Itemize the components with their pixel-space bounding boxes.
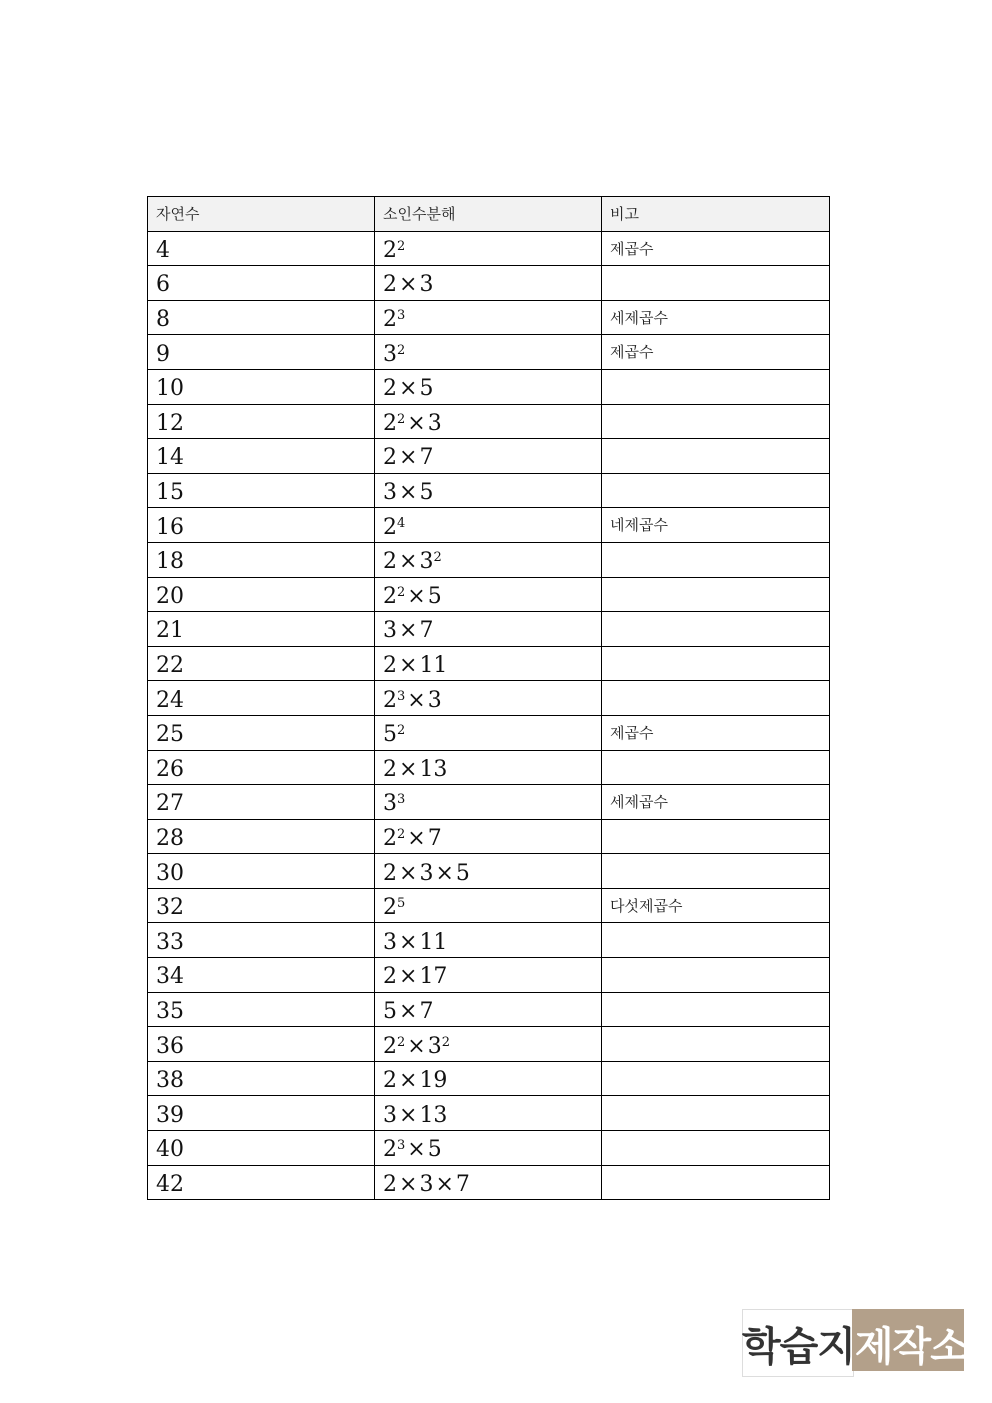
factorization-cell xyxy=(375,923,602,958)
factor-base: 3 xyxy=(419,1171,434,1197)
table-row xyxy=(148,473,830,508)
factor-base: 2 xyxy=(383,237,397,263)
natural-number-cell: 38 xyxy=(148,1061,375,1096)
times-symbol: × xyxy=(399,929,418,955)
factorization-cell xyxy=(375,681,602,716)
times-symbol: × xyxy=(435,1171,454,1197)
factor-exponent: 4 xyxy=(397,515,406,531)
table-row xyxy=(148,1061,830,1096)
natural-number-cell: 27 xyxy=(148,785,375,820)
natural-number-cell: 24 xyxy=(148,681,375,716)
factorization-cell xyxy=(375,750,602,785)
remark-cell xyxy=(602,681,830,716)
table-row xyxy=(148,888,830,923)
watermark-light-text: 제작소 xyxy=(854,1324,968,1370)
factor-base: 7 xyxy=(427,825,442,851)
factorization-cell xyxy=(375,266,602,301)
times-symbol: × xyxy=(399,998,418,1024)
remark-cell xyxy=(602,1165,830,1200)
factor-base: 3 xyxy=(419,549,434,575)
factor-base: 2 xyxy=(383,756,397,782)
natural-number-cell: 42 xyxy=(148,1165,375,1200)
times-symbol: × xyxy=(407,825,426,851)
factor-base: 2 xyxy=(383,964,397,990)
remark-cell: 제곱수 xyxy=(602,335,830,370)
remark-cell xyxy=(602,542,830,577)
times-symbol: × xyxy=(399,376,418,402)
table-row xyxy=(148,646,830,681)
factor-base: 2 xyxy=(383,1171,397,1197)
times-symbol: × xyxy=(399,445,418,471)
factorization-cell xyxy=(375,646,602,681)
natural-number-cell: 12 xyxy=(148,404,375,439)
factor-exponent: 2 xyxy=(397,826,406,842)
header-prime-factorization: 소인수분해 xyxy=(375,197,602,232)
factor-base: 2 xyxy=(383,410,397,436)
times-symbol: × xyxy=(407,410,426,436)
factor-base: 7 xyxy=(419,998,434,1024)
remark-cell xyxy=(602,266,830,301)
table-row xyxy=(148,577,830,612)
watermark-text xyxy=(742,1315,968,1372)
times-symbol: × xyxy=(435,860,454,886)
factor-base: 5 xyxy=(383,722,397,748)
table-row xyxy=(148,404,830,439)
factor-base: 11 xyxy=(419,653,448,679)
factor-base: 3 xyxy=(383,341,397,367)
natural-number-cell: 26 xyxy=(148,750,375,785)
factorization-cell xyxy=(375,231,602,266)
factor-base: 2 xyxy=(383,825,397,851)
factor-base: 2 xyxy=(383,549,397,575)
factor-base: 3 xyxy=(419,860,434,886)
table-row xyxy=(148,612,830,647)
times-symbol: × xyxy=(399,1102,418,1128)
remark-cell xyxy=(602,958,830,993)
factor-base: 3 xyxy=(383,1102,397,1128)
natural-number-cell: 21 xyxy=(148,612,375,647)
remark-cell xyxy=(602,819,830,854)
table-row xyxy=(148,681,830,716)
prime-factorization-table xyxy=(147,196,830,1200)
remark-cell: 세제곱수 xyxy=(602,785,830,820)
factorization-cell xyxy=(375,958,602,993)
remark-cell xyxy=(602,439,830,474)
factorization-cell xyxy=(375,1131,602,1166)
factorization-cell xyxy=(375,715,602,750)
factor-base: 19 xyxy=(419,1068,448,1094)
factorization-cell xyxy=(375,542,602,577)
factor-exponent: 2 xyxy=(397,723,406,739)
factor-exponent: 2 xyxy=(433,550,442,566)
factorization-cell xyxy=(375,1061,602,1096)
factorization-cell xyxy=(375,1165,602,1200)
remark-cell: 제곱수 xyxy=(602,231,830,266)
times-symbol: × xyxy=(399,653,418,679)
table-row xyxy=(148,715,830,750)
factor-exponent: 2 xyxy=(397,342,406,358)
factor-base: 5 xyxy=(455,860,470,886)
factorization-cell xyxy=(375,819,602,854)
table-row xyxy=(148,369,830,404)
factorization-cell xyxy=(375,785,602,820)
factor-base: 7 xyxy=(455,1171,470,1197)
factorization-cell xyxy=(375,300,602,335)
natural-number-cell: 16 xyxy=(148,508,375,543)
remark-cell xyxy=(602,1131,830,1166)
factor-exponent: 2 xyxy=(397,411,406,427)
natural-number-cell: 25 xyxy=(148,715,375,750)
factor-base: 13 xyxy=(419,756,448,782)
remark-cell xyxy=(602,1061,830,1096)
factor-base: 2 xyxy=(383,445,397,471)
factor-base: 3 xyxy=(383,929,397,955)
factor-base: 5 xyxy=(427,583,442,609)
natural-number-cell: 36 xyxy=(148,1027,375,1062)
factor-base: 2 xyxy=(383,687,397,713)
table-row xyxy=(148,1096,830,1131)
factorization-cell xyxy=(375,888,602,923)
factor-base: 2 xyxy=(383,307,397,333)
table-row xyxy=(148,1027,830,1062)
header-remark: 비고 xyxy=(602,197,830,232)
factorization-cell xyxy=(375,1027,602,1062)
remark-cell xyxy=(602,369,830,404)
natural-number-cell: 22 xyxy=(148,646,375,681)
times-symbol: × xyxy=(399,756,418,782)
remark-cell xyxy=(602,646,830,681)
factorization-cell xyxy=(375,369,602,404)
times-symbol: × xyxy=(399,618,418,644)
table-row xyxy=(148,231,830,266)
remark-cell xyxy=(602,612,830,647)
times-symbol: × xyxy=(407,1033,426,1059)
times-symbol: × xyxy=(407,583,426,609)
remark-cell: 세제곱수 xyxy=(602,300,830,335)
header-natural-number: 자연수 xyxy=(148,197,375,232)
factor-base: 5 xyxy=(419,376,434,402)
factorization-cell xyxy=(375,439,602,474)
natural-number-cell: 14 xyxy=(148,439,375,474)
factor-exponent: 2 xyxy=(397,584,406,600)
table-row xyxy=(148,819,830,854)
factorization-cell xyxy=(375,854,602,889)
natural-number-cell: 33 xyxy=(148,923,375,958)
factorization-cell xyxy=(375,335,602,370)
remark-cell xyxy=(602,1096,830,1131)
remark-cell xyxy=(602,992,830,1027)
natural-number-cell: 20 xyxy=(148,577,375,612)
table-row xyxy=(148,854,830,889)
table-row xyxy=(148,335,830,370)
table-row xyxy=(148,1165,830,1200)
natural-number-cell: 32 xyxy=(148,888,375,923)
table-body xyxy=(148,231,830,1200)
factor-base: 2 xyxy=(383,1033,397,1059)
natural-number-cell: 9 xyxy=(148,335,375,370)
natural-number-cell: 34 xyxy=(148,958,375,993)
factor-base: 2 xyxy=(383,860,397,886)
times-symbol: × xyxy=(399,964,418,990)
factor-exponent: 3 xyxy=(397,792,406,808)
factor-exponent: 2 xyxy=(397,1034,406,1050)
times-symbol: × xyxy=(399,272,418,298)
times-symbol: × xyxy=(399,1171,418,1197)
remark-cell xyxy=(602,854,830,889)
remark-cell xyxy=(602,750,830,785)
factorization-cell xyxy=(375,404,602,439)
factor-base: 2 xyxy=(383,653,397,679)
factor-base: 11 xyxy=(419,929,448,955)
remark-cell: 다섯제곱수 xyxy=(602,888,830,923)
natural-number-cell: 39 xyxy=(148,1096,375,1131)
factor-base: 3 xyxy=(383,618,397,644)
factor-base: 7 xyxy=(419,445,434,471)
factor-base: 2 xyxy=(383,895,397,921)
remark-cell xyxy=(602,404,830,439)
remark-cell: 네제곱수 xyxy=(602,508,830,543)
times-symbol: × xyxy=(407,1137,426,1163)
natural-number-cell: 10 xyxy=(148,369,375,404)
factor-base: 2 xyxy=(383,272,397,298)
factor-exponent: 3 xyxy=(397,688,406,704)
factor-base: 2 xyxy=(383,514,397,540)
factor-base: 3 xyxy=(427,410,442,436)
natural-number-cell: 35 xyxy=(148,992,375,1027)
factor-base: 13 xyxy=(419,1102,448,1128)
watermark-logo xyxy=(742,1309,968,1377)
factorization-cell xyxy=(375,992,602,1027)
factor-base: 2 xyxy=(383,1068,397,1094)
factorization-cell xyxy=(375,508,602,543)
table-row xyxy=(148,750,830,785)
factorization-cell xyxy=(375,612,602,647)
table-row xyxy=(148,542,830,577)
factor-base: 7 xyxy=(419,618,434,644)
natural-number-cell: 8 xyxy=(148,300,375,335)
table-row xyxy=(148,958,830,993)
factor-base: 17 xyxy=(419,964,448,990)
factorization-cell xyxy=(375,577,602,612)
factor-base: 2 xyxy=(383,583,397,609)
factor-base: 3 xyxy=(383,791,397,817)
natural-number-cell: 28 xyxy=(148,819,375,854)
natural-number-cell: 40 xyxy=(148,1131,375,1166)
factor-base: 3 xyxy=(427,687,442,713)
factor-base: 5 xyxy=(427,1137,442,1163)
table-row xyxy=(148,1131,830,1166)
header-row xyxy=(148,197,830,232)
natural-number-cell: 18 xyxy=(148,542,375,577)
natural-number-cell: 15 xyxy=(148,473,375,508)
table-row xyxy=(148,785,830,820)
factor-base: 3 xyxy=(427,1033,442,1059)
remark-cell xyxy=(602,577,830,612)
factor-base: 3 xyxy=(383,480,397,506)
factor-exponent: 3 xyxy=(397,1138,406,1154)
times-symbol: × xyxy=(399,860,418,886)
factor-base: 3 xyxy=(419,272,434,298)
table-head xyxy=(148,197,830,232)
times-symbol: × xyxy=(407,687,426,713)
natural-number-cell: 6 xyxy=(148,266,375,301)
factorization-cell xyxy=(375,1096,602,1131)
remark-cell xyxy=(602,473,830,508)
factorization-cell xyxy=(375,473,602,508)
table-row xyxy=(148,300,830,335)
remark-cell xyxy=(602,923,830,958)
factor-base: 5 xyxy=(419,480,434,506)
watermark-dark-text: 학습지 xyxy=(742,1324,855,1370)
factor-base: 2 xyxy=(383,376,397,402)
times-symbol: × xyxy=(399,549,418,575)
table-row xyxy=(148,508,830,543)
times-symbol: × xyxy=(399,480,418,506)
factor-exponent: 2 xyxy=(441,1034,450,1050)
factor-exponent: 5 xyxy=(397,896,406,912)
natural-number-cell: 4 xyxy=(148,231,375,266)
factor-base: 5 xyxy=(383,998,397,1024)
times-symbol: × xyxy=(399,1068,418,1094)
remark-cell: 제곱수 xyxy=(602,715,830,750)
factor-exponent: 3 xyxy=(397,307,406,323)
remark-cell xyxy=(602,1027,830,1062)
table-row xyxy=(148,923,830,958)
table-row xyxy=(148,992,830,1027)
factor-exponent: 2 xyxy=(397,238,406,254)
table-row xyxy=(148,266,830,301)
table-row xyxy=(148,439,830,474)
factor-base: 2 xyxy=(383,1137,397,1163)
natural-number-cell: 30 xyxy=(148,854,375,889)
